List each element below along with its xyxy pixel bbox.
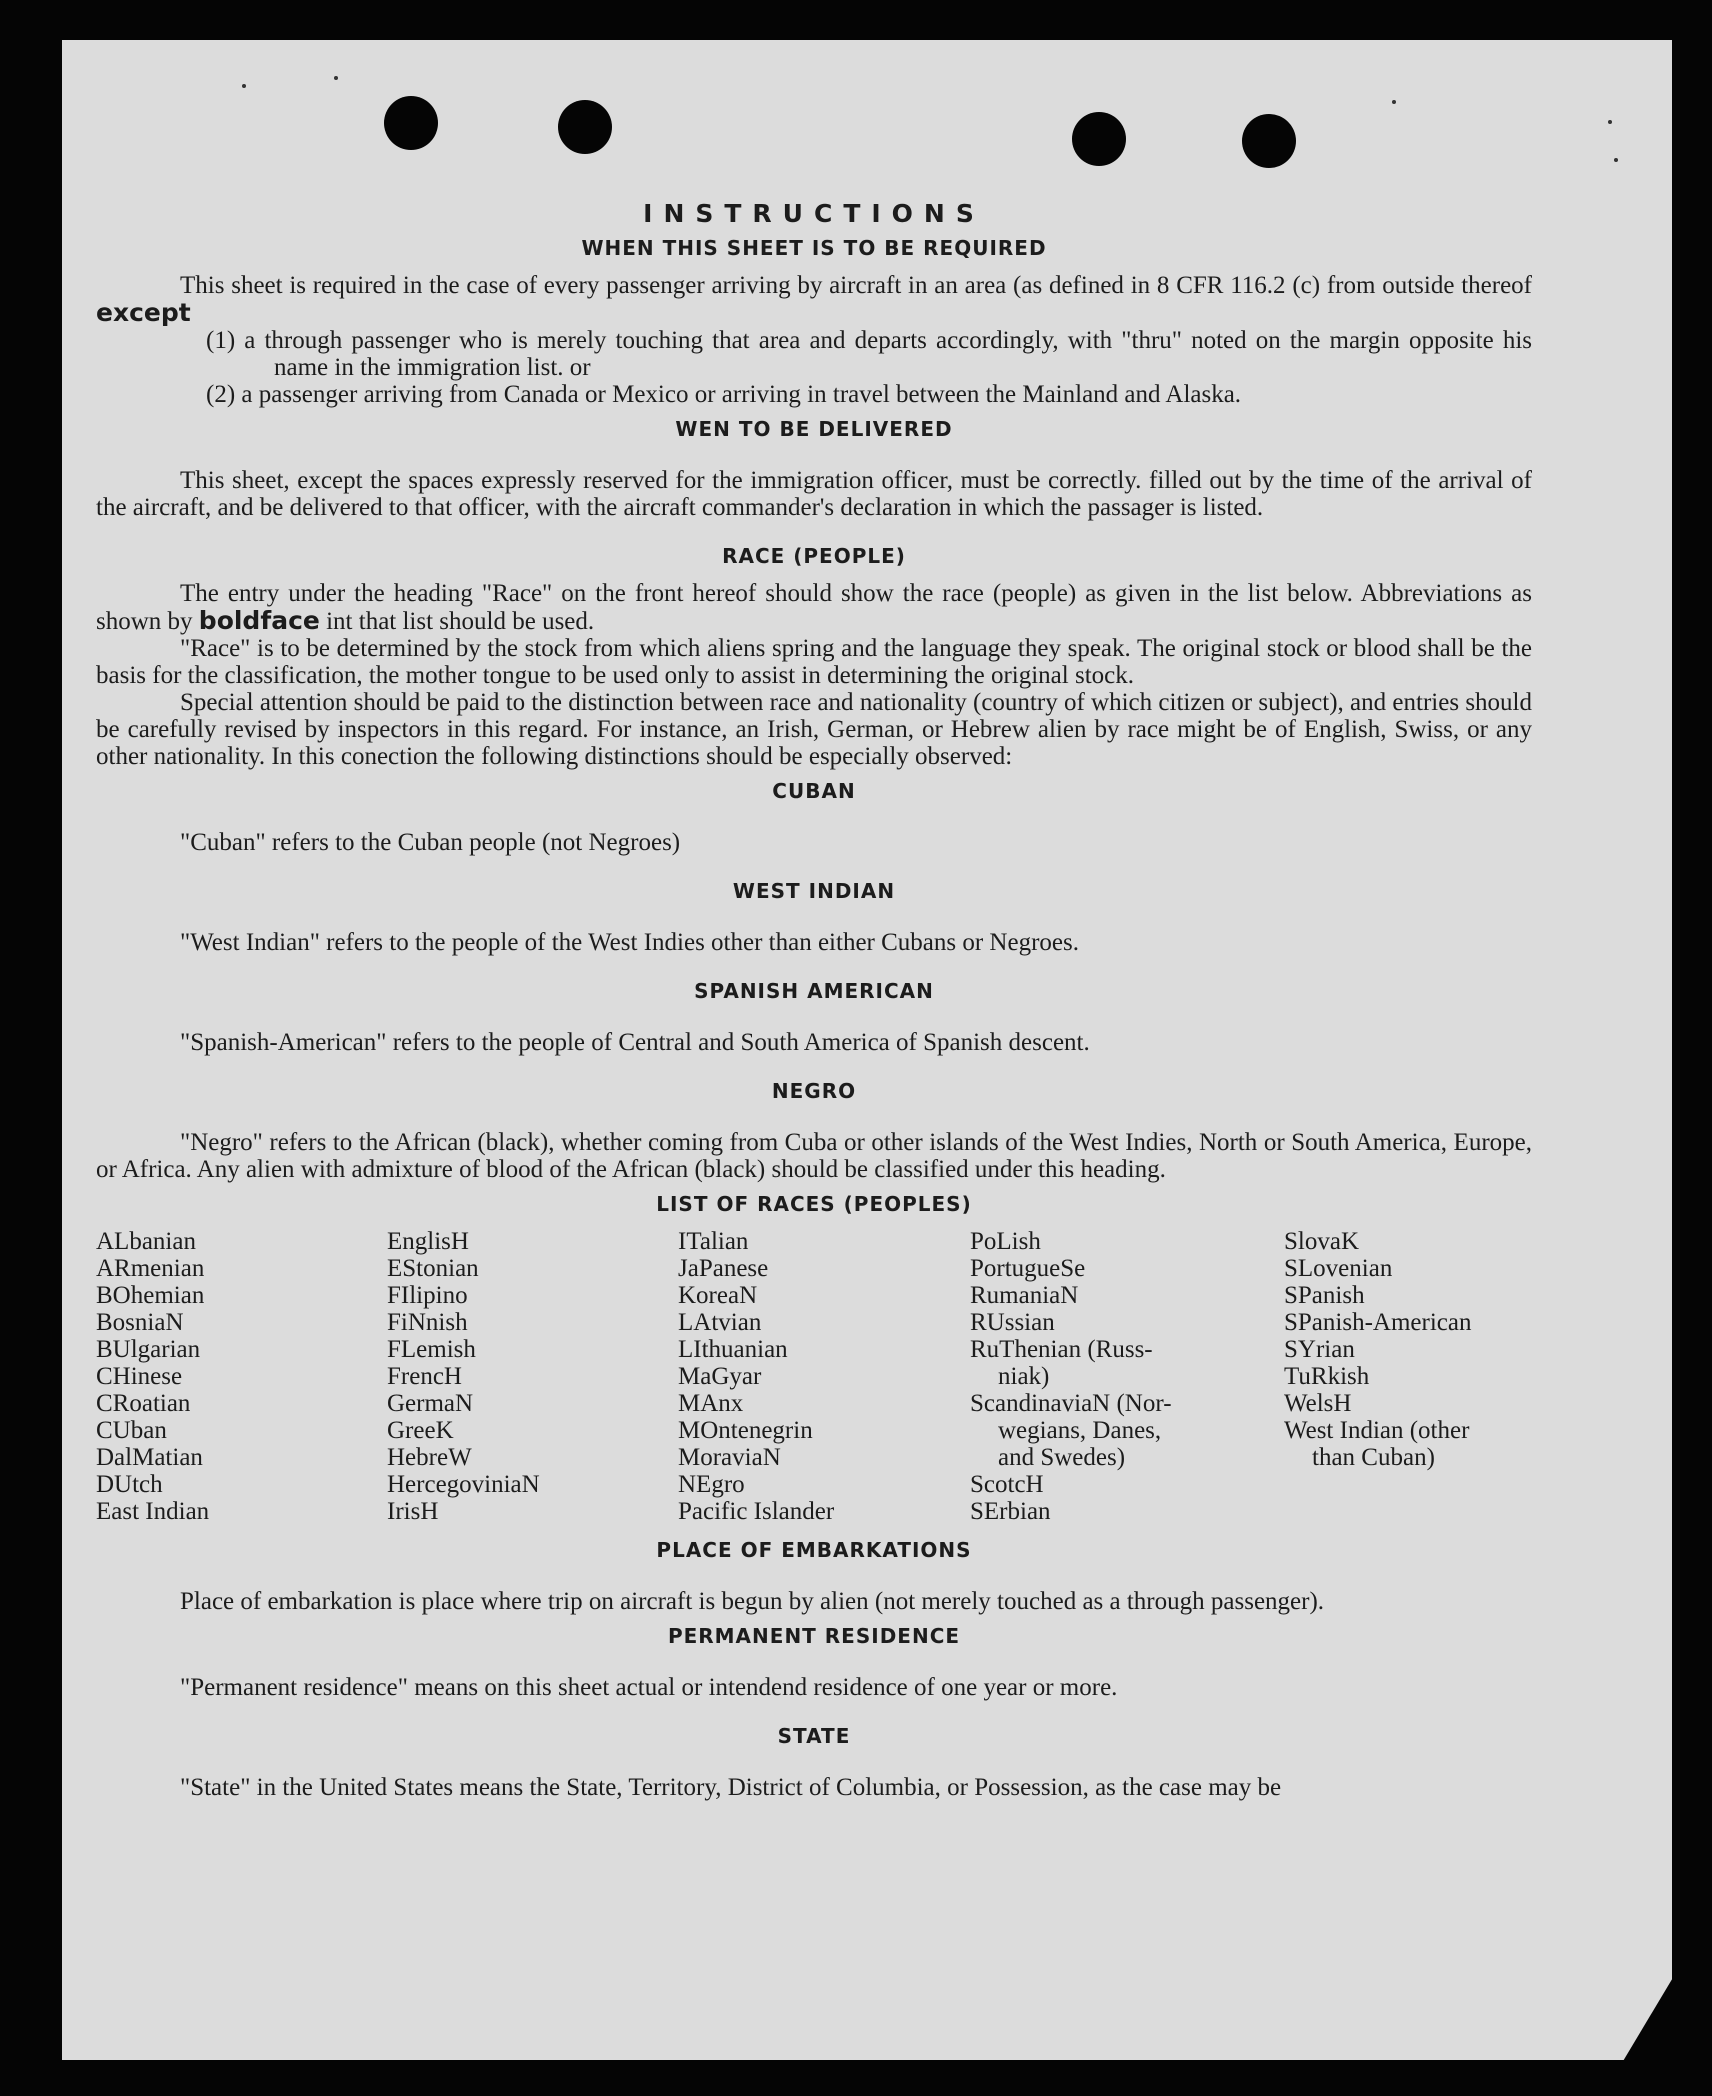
list-item: (1) a through passenger who is merely touching that area and departs accordingly, with "thru" noted on the margin opposite his name in the immigration list. or xyxy=(206,327,1532,381)
race-entry: NEgro xyxy=(678,1471,745,1498)
race-entry: KoreaN xyxy=(678,1282,758,1309)
paragraph: This sheet, except the spaces expressly reserved for the immigration officer, must be correctly. filled out by the time of the arrival of the aircraft, and be delivered to that officer, with the aircraft commander's declaration in which the passager is listed. xyxy=(96,467,1532,521)
race-entry: FrencH xyxy=(387,1363,462,1390)
section-heading: WEST INDIAN xyxy=(732,879,896,903)
race-entry: EnglisH xyxy=(387,1228,469,1255)
section-heading: PLACE OF EMBARKATIONS xyxy=(656,1538,972,1562)
race-entry: DUtch xyxy=(96,1471,163,1498)
section-heading: NEGRO xyxy=(771,1079,857,1103)
bold-text: except xyxy=(96,298,191,327)
paragraph: "Spanish-American" refers to the people of Central and South America of Spanish descent. xyxy=(180,1029,1090,1056)
section-heading: WEN TO BE DELIVERED xyxy=(675,417,953,441)
race-entry: WelsH xyxy=(1284,1390,1352,1417)
instructions-content xyxy=(96,196,1532,1801)
race-entry: LIthuanian xyxy=(678,1336,788,1363)
section-heading: LIST OF RACES (PEOPLES) xyxy=(656,1192,972,1216)
race-entry: MaGyar xyxy=(678,1363,762,1390)
dust-speck xyxy=(1608,120,1612,124)
paragraph: Place of embarkation is place where trip on aircraft is begun by alien (not merely touched as a through passenger). xyxy=(180,1588,1325,1615)
race-entry: PoLish xyxy=(970,1228,1041,1255)
section-heading: RACE (PEOPLE) xyxy=(722,544,906,568)
race-entry: Pacific Islander xyxy=(678,1498,835,1525)
race-entry: SErbian xyxy=(970,1498,1051,1525)
race-entry: BosniaN xyxy=(96,1309,184,1336)
race-entry: GreeK xyxy=(387,1417,454,1444)
race-entry: EStonian xyxy=(387,1255,479,1282)
bold-text: boldface xyxy=(198,606,320,635)
race-entry: HercegoviniaN xyxy=(387,1471,540,1498)
punch-hole xyxy=(1242,114,1296,168)
race-entry: ALbanian xyxy=(96,1228,196,1255)
race-entry: IrisH xyxy=(387,1498,439,1525)
race-entry: ScandinaviaN (Nor- xyxy=(970,1390,1172,1417)
race-entry: CUban xyxy=(96,1417,167,1444)
races-column xyxy=(96,1228,387,1525)
race-entry: LAtvian xyxy=(678,1309,762,1336)
paragraph: "Permanent residence" means on this sheet actual or intendend residence of one year or more. xyxy=(180,1674,1118,1701)
dust-speck xyxy=(1392,100,1396,104)
race-entry: DalMatian xyxy=(96,1444,203,1471)
section-heading: WHEN THIS SHEET IS TO BE REQUIRED xyxy=(581,236,1047,260)
section-heading: CUBAN xyxy=(772,779,856,803)
race-entry: MAnx xyxy=(678,1390,744,1417)
races-column xyxy=(1284,1228,1532,1525)
dust-speck xyxy=(334,76,338,80)
section-heading: SPANISH AMERICAN xyxy=(694,979,934,1003)
race-entry: SLovenian xyxy=(1284,1255,1393,1282)
race-entry: PortugueSe xyxy=(970,1255,1086,1282)
race-entry: MOntenegrin xyxy=(678,1417,813,1444)
race-entry: FIlipino xyxy=(387,1282,468,1309)
race-entry: niak) xyxy=(998,1363,1050,1390)
paragraph: "Cuban" refers to the Cuban people (not Negroes) xyxy=(180,829,681,856)
race-entry: BUlgarian xyxy=(96,1336,201,1363)
race-entry: ITalian xyxy=(678,1228,749,1255)
race-entry: CRoatian xyxy=(96,1390,191,1417)
race-entry: TuRkish xyxy=(1284,1363,1370,1390)
race-entry: wegians, Danes, xyxy=(998,1417,1162,1444)
race-entry: CHinese xyxy=(96,1363,183,1390)
page-title: INSTRUCTIONS xyxy=(643,199,985,228)
paragraph: Special attention should be paid to the distinction between race and nationality (country of which citizen or subject), and entries should be carefully revised by inspectors in this regard. For instance, an Irish, German, or Hebrew alien by race might be of English, Swiss, or any other nationality. In this conection the following distinctions should be especially observed: xyxy=(96,689,1532,770)
race-entry: MoraviaN xyxy=(678,1444,781,1471)
dust-speck xyxy=(1614,158,1618,162)
paragraph: "Race" is to be determined by the stock from which aliens spring and the language they speak. The original stock or blood shall be the basis for the classification, the mother tongue to be used only to assist in determining the original stock. xyxy=(96,635,1532,689)
punch-hole xyxy=(384,96,438,150)
race-entry: RUssian xyxy=(970,1309,1055,1336)
race-entry: FiNnish xyxy=(387,1309,468,1336)
race-entry: JaPanese xyxy=(678,1255,769,1282)
race-entry: ScotcH xyxy=(970,1471,1044,1498)
section-heading: STATE xyxy=(777,1724,851,1748)
race-entry: RumaniaN xyxy=(970,1282,1079,1309)
race-entry: ARmenian xyxy=(96,1255,205,1282)
race-entry: SYrian xyxy=(1284,1336,1355,1363)
punch-hole xyxy=(1072,112,1126,166)
race-entry: BOhemian xyxy=(96,1282,205,1309)
races-column xyxy=(387,1228,678,1525)
race-entry: West Indian (other xyxy=(1284,1417,1470,1444)
race-entry: HebreW xyxy=(387,1444,472,1471)
race-entry: RuThenian (Russ- xyxy=(970,1336,1153,1363)
dust-speck xyxy=(242,84,246,88)
race-entry: and Swedes) xyxy=(998,1444,1126,1471)
race-entry: than Cuban) xyxy=(1312,1444,1435,1471)
section-heading: PERMANENT RESIDENCE xyxy=(667,1624,961,1648)
paragraph: "State" in the United States means the State, Territory, District of Columbia, or Possession, as the case may be xyxy=(180,1774,1282,1801)
race-entry: FLemish xyxy=(387,1336,476,1363)
paragraph: "Negro" refers to the African (black), whether coming from Cuba or other islands of the West Indies, North or South America, Europe, or Africa. Any alien with admixture of blood of the African (black) should be classified under this heading. xyxy=(96,1129,1532,1183)
races-column xyxy=(678,1228,970,1525)
punch-hole xyxy=(558,100,612,154)
paragraph: This sheet is required in the case of every passenger arriving by aircraft in an area (as defined in 8 CFR 116.2 (c) from outside thereof except xyxy=(96,272,1532,327)
race-entry: SPanish-American xyxy=(1284,1309,1472,1336)
race-entry: East Indian xyxy=(96,1498,210,1525)
race-entry: GermaN xyxy=(387,1390,474,1417)
paragraph: The entry under the heading "Race" on the front hereof should show the race (people) as given in the list below. Abbreviations as shown by boldface int that list should be used. xyxy=(96,580,1532,635)
race-entry: SlovaK xyxy=(1284,1228,1359,1255)
race-entry: SPanish xyxy=(1284,1282,1365,1309)
races-column xyxy=(970,1228,1284,1525)
races-list xyxy=(96,1228,1532,1525)
list-item: (2) a passenger arriving from Canada or Mexico or arriving in travel between the Mainland and Alaska. xyxy=(206,381,1242,408)
paragraph: "West Indian" refers to the people of the West Indies other than either Cubans or Negroes. xyxy=(180,929,1079,956)
